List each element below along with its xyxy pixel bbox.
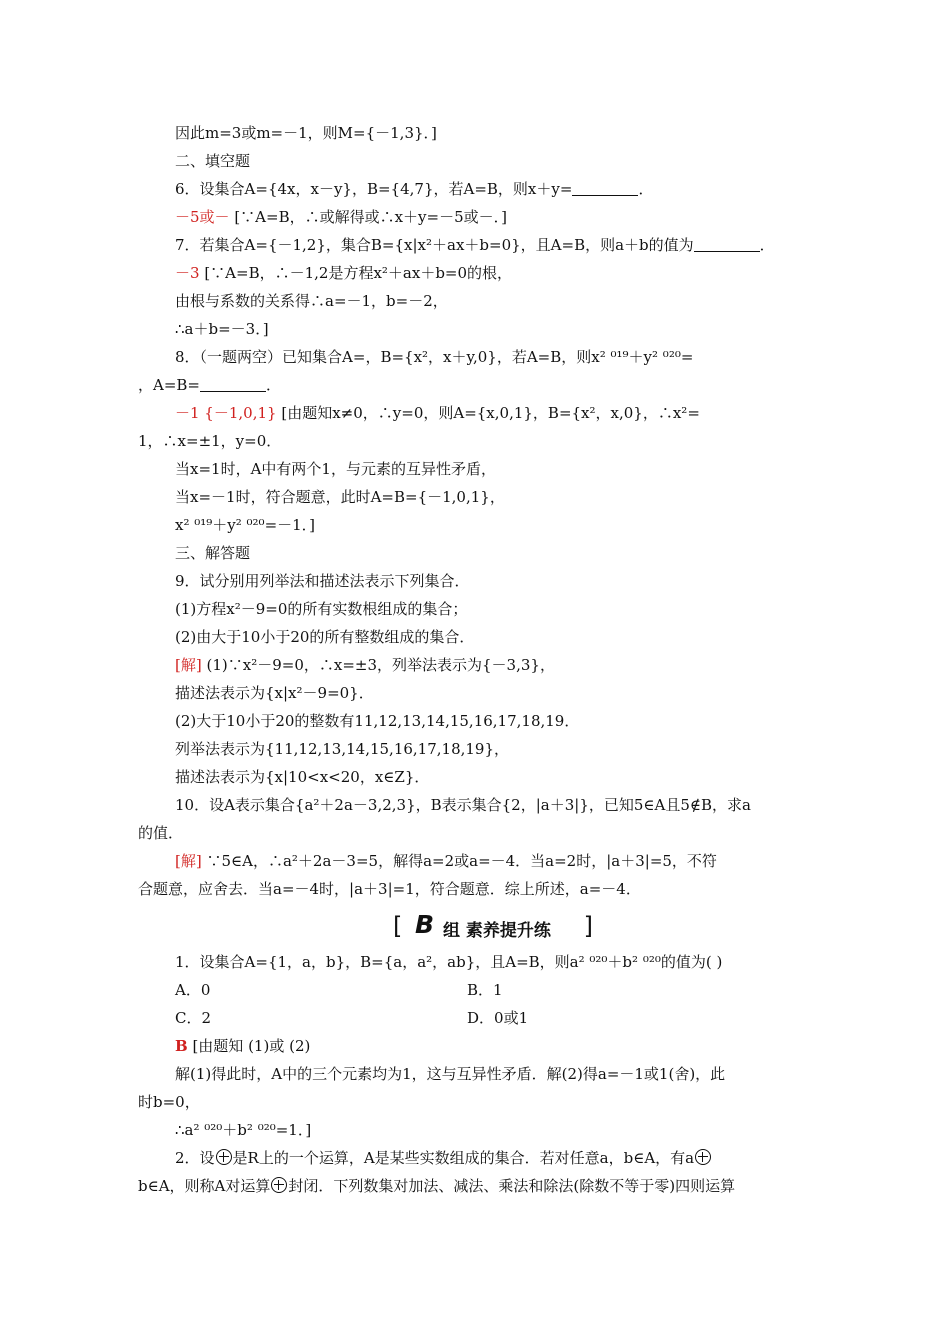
answer-10	[175, 851, 855, 871]
question-9: 9．试分别用列举法和描述法表示下列集合．	[175, 572, 470, 590]
question-text: 封闭．下列数集对加法、减法、乘法和除法(除数不等于零)四则运算	[288, 1177, 736, 1195]
question-8-cont	[138, 375, 818, 395]
question-b1: 1．设集合A={1，a，b}，B={a，a²，ab}，且A=B，则a² ⁰²⁰＋b² ⁰²⁰的值为( )	[175, 953, 723, 971]
group-letter: B	[415, 910, 435, 939]
text-line: 当x=－1时，符合题意，此时A=B={－1,0,1}，	[175, 488, 505, 506]
section-b-banner	[393, 912, 593, 942]
answer-9	[175, 655, 855, 675]
circled-plus-icon	[271, 1177, 287, 1193]
question-10: 10．设A表示集合{a²＋2a－3,2,3}，B表示集合{2，|a＋3|}，已知5∈A且5∉B，求a	[175, 796, 751, 814]
answer-7	[175, 263, 855, 283]
question-6	[175, 179, 855, 199]
question-text: 2．设	[175, 1149, 215, 1167]
question-b2	[175, 1148, 855, 1168]
question-text: ，A=B=	[138, 376, 200, 394]
solution-label: [解]	[175, 852, 202, 870]
answer-explanation: ∵5∈A，∴a²＋2a－3=5，解得a=2或a=－4．当a=2时，|a＋3|=5，不符	[201, 852, 717, 870]
question-text: 6．设集合A={4x，x－y}，B={4,7}，若A=B，则x＋y=	[175, 180, 573, 198]
text-line: (2)由大于10小于20的所有整数组成的集合．	[175, 628, 475, 646]
answer-key: －1 {－1,0,1}	[175, 404, 277, 422]
question-8: 8．（一题两空）已知集合A=，B={x²，x＋y,0}，若A=B，则x² ⁰¹⁹＋y² ⁰²⁰=	[175, 348, 694, 366]
choice-c: C．2	[175, 1009, 212, 1027]
answer-explanation: [∵A=B，∴或解得或∴x＋y=－5或－．]	[229, 208, 507, 226]
banner-title: 组 素养提升练	[443, 921, 551, 941]
punctuation: ．	[759, 236, 775, 254]
answer-explanation: (1)∵x²－9=0，∴x=±3，列举法表示为{－3,3}，	[201, 656, 555, 674]
text-line: 1，∴x=±1，y=0．	[138, 432, 282, 450]
choice-a: A．0	[175, 981, 211, 999]
text-line: ∴a＋b=－3．]	[175, 320, 269, 338]
section-heading-solve: 三、解答题	[175, 544, 251, 562]
choice-b: B．1	[467, 981, 503, 999]
circled-plus-icon	[216, 1149, 232, 1165]
question-text: 是R上的一个运算，A是某些实数组成的集合．若对任意a，b∈A，有a	[232, 1149, 695, 1167]
punctuation: ．	[638, 180, 654, 198]
text-line: (2)大于10小于20的整数有11,12,13,14,15,16,17,18,19．	[175, 712, 580, 730]
text-line: 描述法表示为{x|x²－9=0}．	[175, 684, 374, 702]
text-line: 由根与系数的关系得∴a=－1，b=－2，	[175, 292, 448, 310]
answer-explanation: [由题知 (1)或 (2)	[187, 1037, 311, 1055]
question-b2-cont	[138, 1176, 818, 1196]
circled-plus-icon	[695, 1149, 711, 1165]
question-7	[175, 235, 855, 255]
answer-blank	[572, 181, 638, 196]
answer-8	[175, 403, 855, 423]
answer-blank	[694, 237, 760, 252]
text-line: 列举法表示为{11,12,13,14,15,16,17,18,19}，	[175, 740, 510, 758]
answer-key: －3	[175, 264, 200, 282]
text-line: 解(1)得此时，A中的三个元素均为1，这与互异性矛盾．解(2)得a=－1或1(舍)，此	[175, 1065, 726, 1083]
bracket-left: [	[393, 912, 403, 940]
answer-explanation: [∵A=B，∴－1,2是方程x²＋ax＋b=0的根，	[199, 264, 513, 282]
answer-blank	[200, 377, 266, 392]
text-line: 当x=1时，A中有两个1，与元素的互异性矛盾，	[175, 460, 496, 478]
text-line: 时b=0，	[138, 1093, 200, 1111]
text-line: (1)方程x²－9=0的所有实数根组成的集合；	[175, 600, 468, 618]
text-line: 描述法表示为{x|10<x<20，x∈Z}．	[175, 768, 430, 786]
answer-6	[175, 207, 855, 227]
solution-label: [解]	[175, 656, 202, 674]
text-line: 合题意，应舍去．当a=－4时，|a＋3|=1，符合题意．综上所述，a=－4．	[138, 880, 641, 898]
answer-key: －5或－	[175, 208, 230, 226]
text-line: 因此m=3或m=－1，则M={－1,3}．]	[175, 124, 437, 142]
answer-explanation: [由题知x≠0，∴y=0，则A={x,0,1}，B={x²，x,0}，∴x²=	[276, 404, 700, 422]
text-line: x² ⁰¹⁹＋y² ⁰²⁰=－1．]	[175, 516, 316, 534]
section-heading-fill-blank: 二、填空题	[175, 152, 251, 170]
punctuation: ．	[266, 376, 282, 394]
bracket-right: ]	[583, 912, 593, 940]
question-text: 7．若集合A={－1,2}，集合B={x|x²＋ax＋b=0}，且A=B，则a＋b的值为	[175, 236, 694, 254]
question-text: b∈A，则称A对运算	[138, 1177, 271, 1195]
answer-b1	[175, 1036, 855, 1056]
text-line: ∴a² ⁰²⁰＋b² ⁰²⁰=1．]	[175, 1121, 312, 1139]
choice-d: D．0或1	[467, 1009, 529, 1027]
answer-key: B	[175, 1037, 188, 1055]
text-line: 的值．	[138, 824, 184, 842]
